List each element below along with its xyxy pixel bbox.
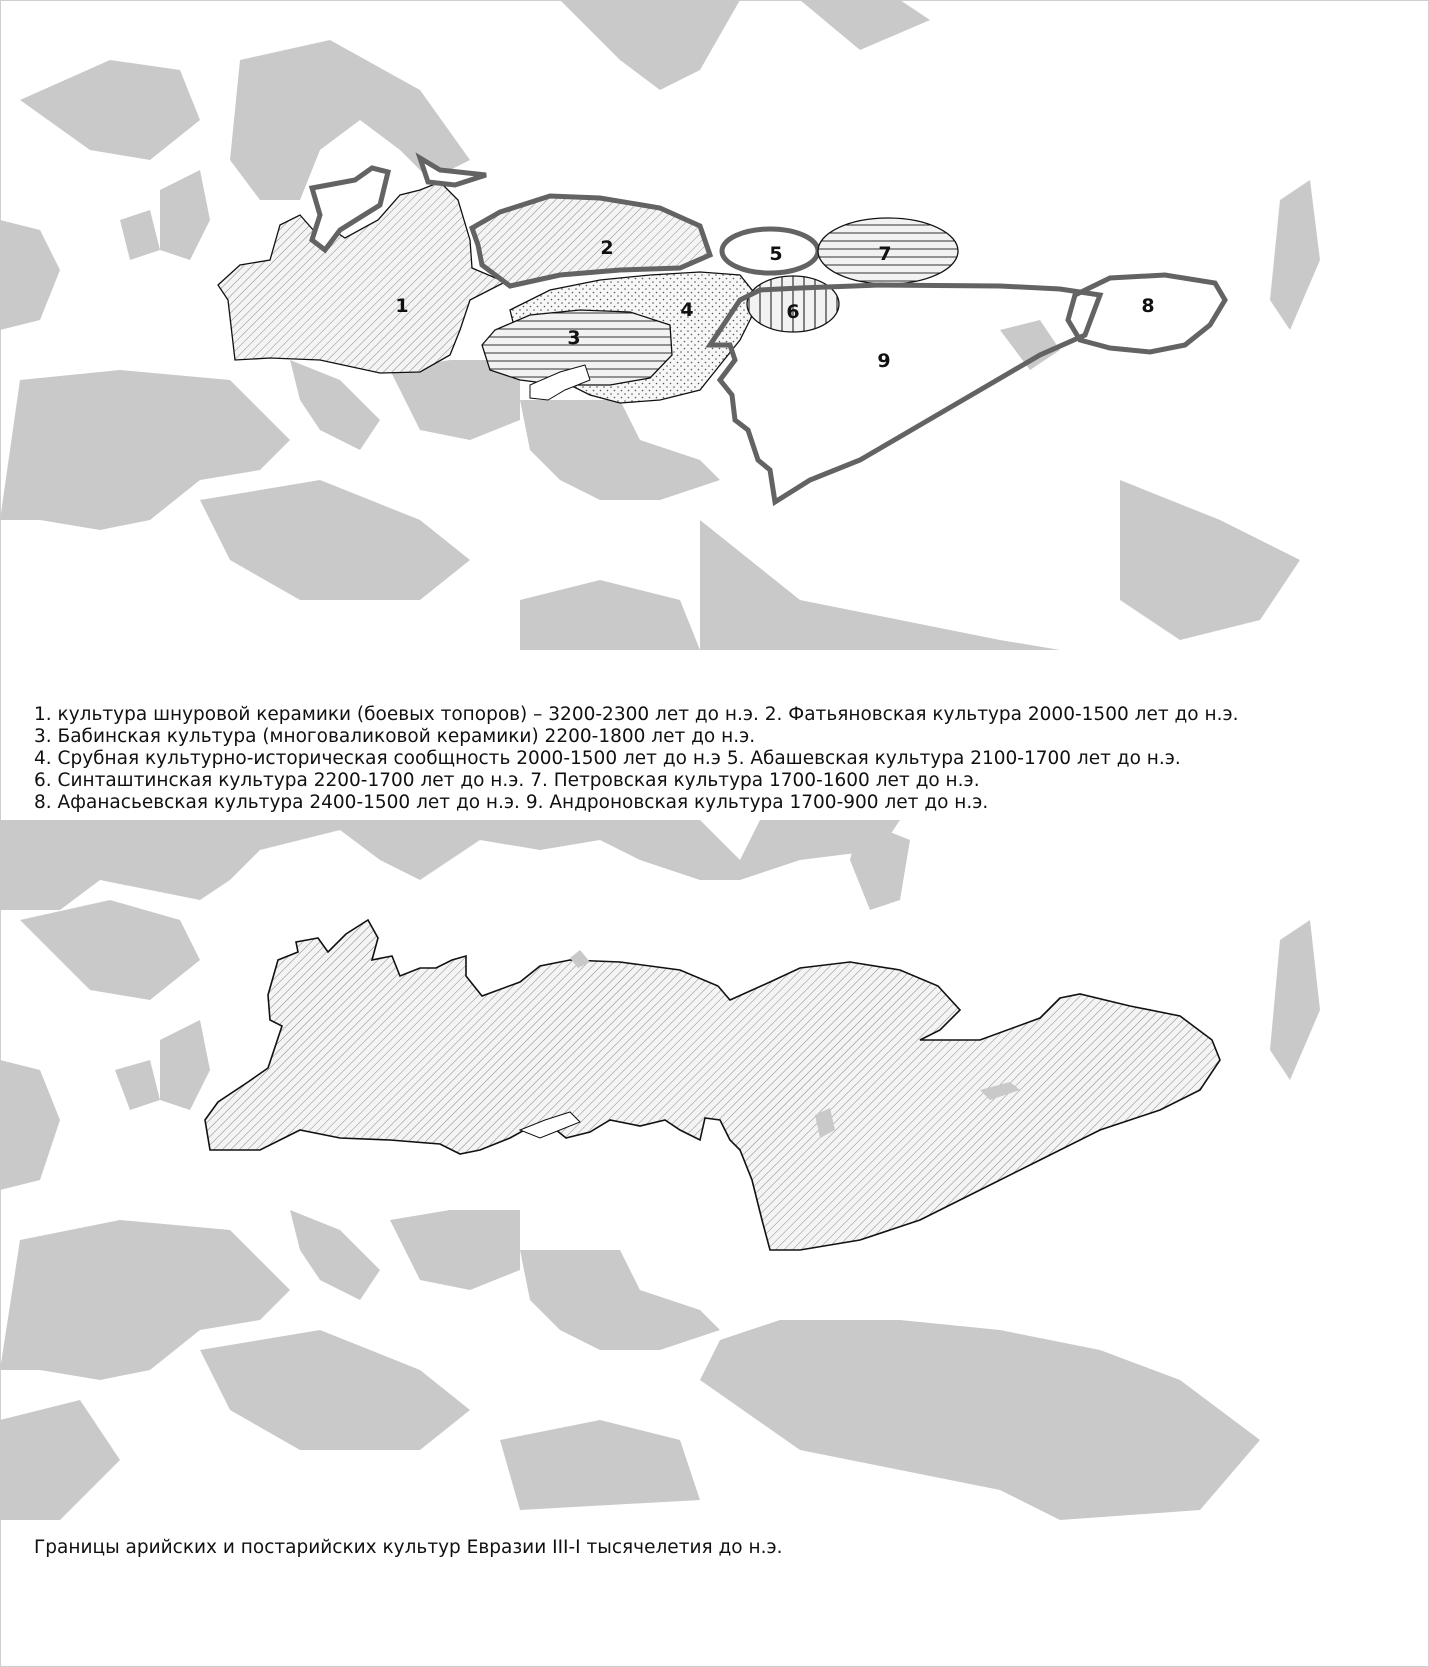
land-masses-bottom — [0, 820, 1320, 1520]
map-caption: Границы арийских и постарийских культур Евразии III-I тысячелетия до н.э. — [34, 1537, 783, 1558]
aryan-cultures-boundary-map-svg — [0, 820, 1429, 1570]
region-label-4: 4 — [680, 299, 694, 321]
legend-line-3: 4. Срубная культурно-историческая сообщность 2000-1500 лет до н.э 5. Абашевская культура 2100-1700 лет до н.э. — [34, 748, 1181, 769]
aral-sea — [810, 372, 830, 405]
culture-areas-map — [0, 0, 1429, 650]
region-label-8: 8 — [1141, 295, 1155, 317]
legend — [34, 704, 1394, 814]
region-label-2: 2 — [600, 237, 614, 259]
region-label-3: 3 — [567, 327, 581, 349]
region-label-9: 9 — [877, 350, 891, 372]
region-label-5: 5 — [769, 243, 783, 265]
legend-line-5: 8. Афанасьевская культура 2400-1500 лет до н.э. 9. Андроновская культура 1700-900 лет до н.э. — [34, 792, 989, 813]
legend-line-4: 6. Синташтинская культура 2200-1700 лет до н.э. 7. Петровская культура 1700-1600 лет до н.э. — [34, 770, 980, 791]
legend-line-2: 3. Бабинская культура (многоваликовой керамики) 2200-1800 лет до н.э. — [34, 726, 756, 747]
aryan-cultures-boundary-map — [0, 820, 1429, 1570]
region-label-1: 1 — [395, 295, 409, 317]
culture-areas-map-svg — [0, 0, 1429, 650]
aryan-cultures-area — [205, 920, 1220, 1250]
legend-line-1: 1. культура шнуровой керамики (боевых топоров) – 3200-2300 лет до н.э. 2. Фатьяновская культура 2000-1500 лет до н.э. — [34, 704, 1239, 725]
region-label-7: 7 — [878, 243, 892, 265]
region-label-6: 6 — [786, 301, 800, 323]
region-2-fatyanovo — [472, 196, 710, 286]
